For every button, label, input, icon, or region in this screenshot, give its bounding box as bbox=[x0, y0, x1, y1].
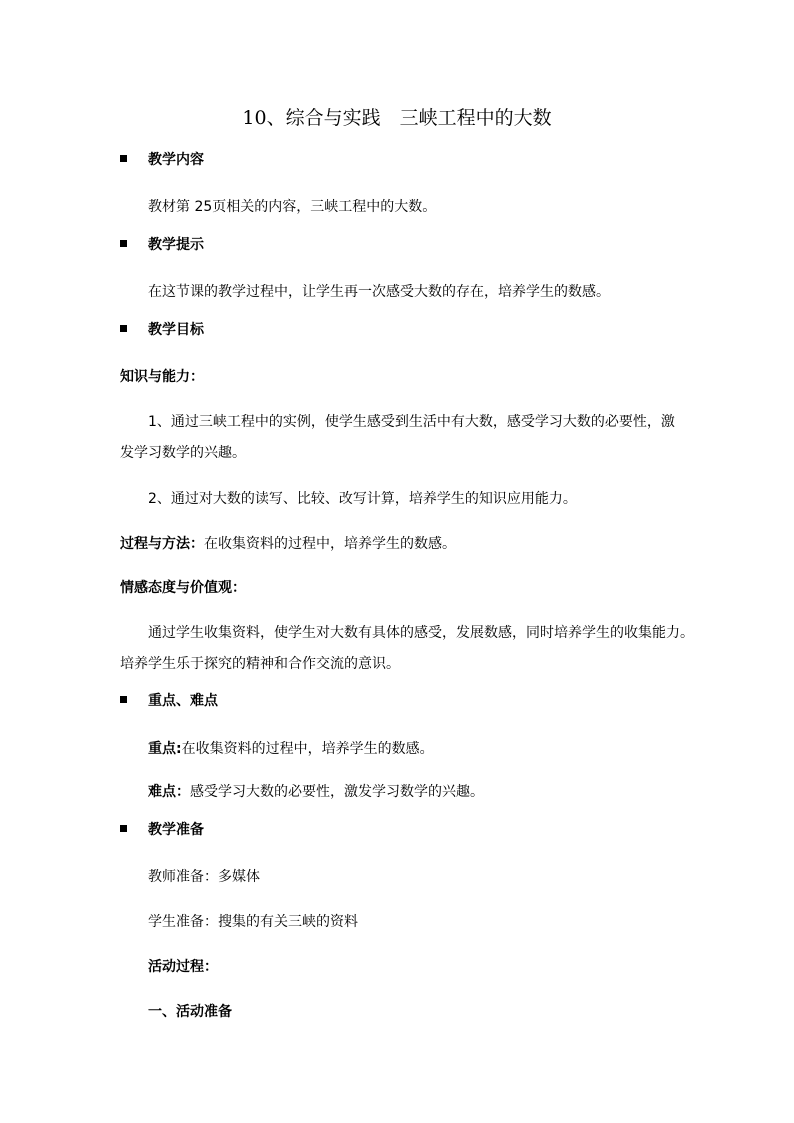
hint-text: 在这节课的教学过程中，让学生再一次感受大数的存在，培养学生的数感。 bbox=[148, 284, 610, 300]
bullet-icon bbox=[120, 325, 127, 332]
page-title: 10、综合与实践 三峡工程中的大数 bbox=[242, 107, 552, 129]
key-text: 在收集资料的过程中，培养学生的数感。 bbox=[181, 741, 434, 757]
section-heading-goals bbox=[120, 321, 204, 339]
emotion-line-1: 通过学生收集资料，使学生对大数有具体的感受，发展数感，同时培养学生的收集能力。 bbox=[148, 625, 694, 641]
process-label: 过程与方法： bbox=[120, 536, 204, 552]
section-heading-content bbox=[120, 151, 204, 169]
goal-item-1-line-2: 发学习数学的兴趣。 bbox=[120, 445, 246, 461]
heading-text: 教学准备 bbox=[148, 822, 204, 838]
heading-text: 教学目标 bbox=[148, 322, 204, 338]
bullet-icon bbox=[120, 696, 127, 703]
knowledge-label: 知识与能力： bbox=[120, 369, 204, 385]
process-line bbox=[120, 535, 456, 553]
heading-text: 重点、难点 bbox=[148, 693, 218, 709]
emotion-label: 情感态度与价值观： bbox=[120, 580, 246, 596]
bullet-icon bbox=[120, 155, 127, 162]
emotion-line-2: 培养学生乐于探究的精神和合作交流的意识。 bbox=[120, 656, 400, 672]
difficult-text: 感受学习大数的必要性，激发学习数学的兴趣。 bbox=[190, 784, 484, 800]
teacher-prep: 教师准备：多媒体 bbox=[148, 869, 260, 885]
key-line bbox=[148, 740, 434, 758]
heading-text: 教学内容 bbox=[148, 152, 204, 168]
goal-item-2: 2、通过对大数的读写、比较、改写计算，培养学生的知识应用能力。 bbox=[148, 491, 577, 507]
student-prep: 学生准备：搜集的有关三峡的资料 bbox=[148, 914, 358, 930]
bullet-icon bbox=[120, 825, 127, 832]
section-heading-key bbox=[120, 692, 218, 710]
activity-label: 活动过程： bbox=[148, 959, 218, 975]
key-label: 重点: bbox=[148, 741, 182, 757]
content-text: 教材第 25页相关的内容，三峡工程中的大数。 bbox=[148, 199, 437, 215]
section-heading-prep bbox=[120, 821, 204, 839]
step-1-heading: 一、活动准备 bbox=[148, 1004, 232, 1020]
difficult-label: 难点： bbox=[148, 784, 190, 800]
section-heading-hint bbox=[120, 236, 204, 254]
difficult-line bbox=[148, 783, 484, 801]
process-text: 在收集资料的过程中，培养学生的数感。 bbox=[204, 536, 456, 552]
goal-item-1-line-1: 1、通过三峡工程中的实例，使学生感受到生活中有大数，感受学习大数的必要性，激 bbox=[148, 414, 675, 430]
bullet-icon bbox=[120, 240, 127, 247]
heading-text: 教学提示 bbox=[148, 237, 204, 253]
